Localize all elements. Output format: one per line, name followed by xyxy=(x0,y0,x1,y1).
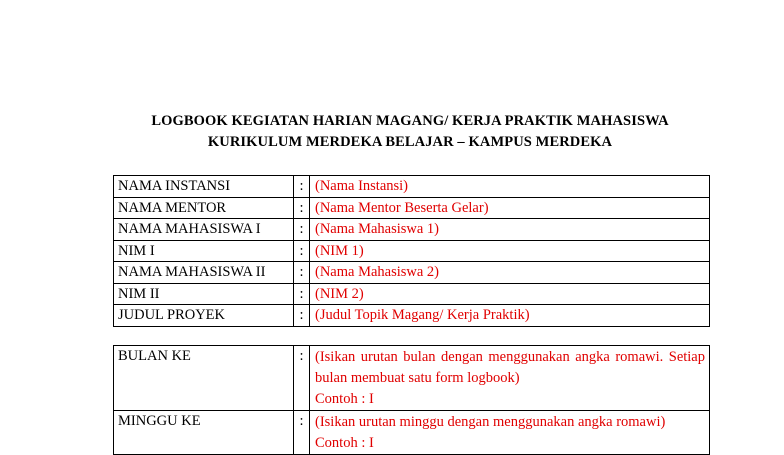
field-instruction: (Isikan urutan minggu dengan menggunakan angka romawi) xyxy=(315,414,666,430)
colon-separator: : xyxy=(294,219,310,241)
field-value[interactable]: (Nama Mentor Beserta Gelar) xyxy=(310,197,710,219)
document-subtitle: KURIKULUM MERDEKA BELAJAR – KAMPUS MERDEKA xyxy=(207,134,613,150)
field-example: Contoh : I xyxy=(315,391,374,407)
field-value[interactable]: (Judul Topik Magang/ Kerja Praktik) xyxy=(310,305,710,327)
row-nim-2 xyxy=(114,283,710,305)
field-label: NAMA MENTOR xyxy=(114,197,294,219)
row-nama-mahasiswa-2 xyxy=(114,262,710,284)
document-title: LOGBOOK KEGIATAN HARIAN MAGANG/ KERJA PRAKTIK MAHASISWA xyxy=(151,113,669,129)
field-value[interactable]: (NIM 2) xyxy=(310,283,710,305)
colon-separator: : xyxy=(294,176,310,198)
colon-separator: : xyxy=(294,346,310,411)
identity-table xyxy=(113,175,710,327)
field-value[interactable] xyxy=(310,346,710,411)
row-nama-mentor xyxy=(114,197,710,219)
field-label: NAMA MAHASISWA I xyxy=(114,219,294,241)
field-value[interactable]: (Nama Instansi) xyxy=(310,176,710,198)
row-minggu-ke xyxy=(114,411,710,455)
field-label: MINGGU KE xyxy=(114,411,294,455)
colon-separator: : xyxy=(294,283,310,305)
field-value[interactable]: (NIM 1) xyxy=(310,240,710,262)
field-label: JUDUL PROYEK xyxy=(114,305,294,327)
row-bulan-ke xyxy=(114,346,710,411)
field-label: BULAN KE xyxy=(114,346,294,411)
field-instruction: (Isikan urutan bulan dengan menggunakan angka romawi. Setiap bulan membuat satu form logbook) xyxy=(315,349,705,386)
field-value[interactable] xyxy=(310,411,710,455)
colon-separator: : xyxy=(294,305,310,327)
colon-separator: : xyxy=(294,411,310,455)
colon-separator: : xyxy=(294,262,310,284)
colon-separator: : xyxy=(294,240,310,262)
field-value[interactable]: (Nama Mahasiswa 1) xyxy=(310,219,710,241)
field-label: NAMA INSTANSI xyxy=(114,176,294,198)
field-label: NIM II xyxy=(114,283,294,305)
field-label: NIM I xyxy=(114,240,294,262)
period-table xyxy=(113,345,710,455)
row-nama-instansi xyxy=(114,176,710,198)
field-value[interactable]: (Nama Mahasiswa 2) xyxy=(310,262,710,284)
field-label: NAMA MAHASISWA II xyxy=(114,262,294,284)
row-nama-mahasiswa-1 xyxy=(114,219,710,241)
colon-separator: : xyxy=(294,197,310,219)
field-example: Contoh : I xyxy=(315,435,374,451)
row-nim-1 xyxy=(114,240,710,262)
row-judul-proyek xyxy=(114,305,710,327)
